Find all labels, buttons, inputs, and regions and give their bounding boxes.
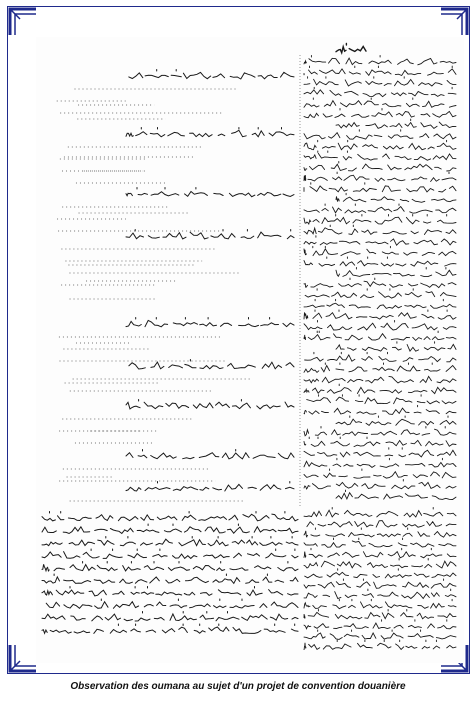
bottom-left-handwriting-line (42, 624, 298, 633)
bottom-left-handwriting-line (42, 574, 298, 583)
right-column-handwriting-line (304, 321, 456, 331)
left-column-item-heading (126, 318, 294, 327)
bottom-right-handwriting-line (304, 538, 456, 547)
right-column-handwriting-line (304, 384, 456, 394)
bottom-right-handwriting-line (304, 599, 456, 608)
bottom-left-handwriting-line (42, 512, 298, 521)
bottom-left-handwriting-line (46, 599, 298, 608)
bottom-right-handwriting-line (304, 589, 456, 598)
bottom-right-handwriting-line (304, 579, 456, 588)
left-column-item-heading (126, 230, 294, 240)
left-column-form-lines (57, 70, 294, 502)
bottom-right-handwriting-line (304, 548, 456, 558)
right-column-handwriting-line (304, 376, 456, 383)
bottom-right-handwriting-line (304, 640, 456, 650)
right-column-handwriting-line (304, 480, 456, 489)
right-column-handwriting-line (304, 331, 456, 340)
image-caption: Observation des oumana au sujet d'un projet de convention douanière (70, 681, 406, 692)
right-column-handwriting-line (304, 87, 456, 96)
right-column-handwriting-line (304, 469, 456, 478)
right-column-handwriting-line (304, 140, 456, 149)
right-column-handwriting-line (304, 299, 456, 308)
right-column-heading (336, 44, 366, 53)
handwritten-manuscript-image (36, 37, 464, 663)
left-column-item-heading (126, 188, 294, 197)
bottom-handwritten-block (42, 508, 456, 650)
manuscript-page (36, 37, 464, 663)
right-column-handwriting-line (304, 310, 456, 319)
bottom-left-handwriting-line (42, 587, 298, 596)
right-column-handwriting-line (336, 193, 456, 202)
right-column-handwriting-line (307, 395, 456, 404)
right-column-handwriting-line (304, 405, 456, 414)
right-column-handwriting-line (336, 268, 456, 277)
right-column-handwriting-line (304, 246, 456, 255)
right-column-handwriting-line (304, 77, 456, 86)
left-column-item-heading (129, 360, 294, 370)
right-column-handwriting (304, 44, 456, 500)
bottom-left-handwriting-line (42, 537, 298, 546)
right-column-handwriting-line (304, 56, 456, 65)
left-column-item-heading (126, 482, 294, 492)
bottom-right-handwriting-line (304, 610, 456, 619)
right-column-handwriting-line (305, 289, 456, 298)
corner-ornament-top-right (439, 7, 469, 37)
bottom-left-handwriting-line (42, 549, 298, 558)
bottom-right-handwriting-line (307, 521, 456, 528)
right-column-handwriting-line (304, 162, 456, 172)
left-column-item-heading (126, 128, 294, 137)
right-column-handwriting-line (336, 416, 456, 426)
right-column-handwriting-line (304, 363, 456, 373)
bottom-left-handwriting-line (42, 524, 298, 534)
right-column-handwriting-line (336, 342, 456, 352)
right-column-handwriting-line (304, 204, 456, 213)
right-column-handwriting-line (336, 119, 456, 128)
right-column-handwriting-line (304, 183, 456, 192)
bottom-right-handwriting-line (305, 569, 456, 578)
right-column-handwriting-line (304, 278, 456, 288)
bottom-right-handwriting-line (304, 620, 456, 629)
bottom-left-handwriting-line (42, 612, 298, 622)
right-column-handwriting-line (304, 236, 456, 246)
right-column-handwriting-line (305, 352, 456, 362)
bottom-right-handwriting-line (304, 630, 456, 640)
left-column-item-heading (129, 70, 294, 80)
right-column-handwriting-line (336, 490, 456, 499)
right-column-handwriting-line (304, 225, 456, 234)
right-column-handwriting-line (304, 437, 456, 447)
right-column-handwriting-line (304, 448, 456, 457)
right-column-handwriting-line (304, 151, 456, 160)
right-column-handwriting-line (304, 109, 456, 118)
bottom-right-handwriting-line (304, 528, 456, 537)
bottom-right-handwriting-line (304, 508, 456, 518)
corner-ornament-bottom-left (8, 643, 38, 673)
document-frame (7, 6, 470, 674)
right-column-handwriting-line (304, 66, 456, 75)
right-column-handwriting-line (304, 427, 456, 436)
right-column-handwriting-line (304, 215, 456, 225)
right-column-handwriting-line (304, 257, 456, 266)
bottom-left-handwriting-line (42, 562, 298, 571)
right-column-handwriting-line (304, 172, 456, 181)
bottom-right-handwriting-line (304, 559, 456, 569)
left-column-item-heading (126, 450, 294, 459)
corner-ornament-top-left (8, 7, 38, 37)
right-column-handwriting-line (304, 98, 456, 107)
left-column-item-heading (126, 400, 294, 409)
right-column-handwriting-line (304, 458, 456, 467)
right-column-handwriting-line (304, 130, 456, 140)
